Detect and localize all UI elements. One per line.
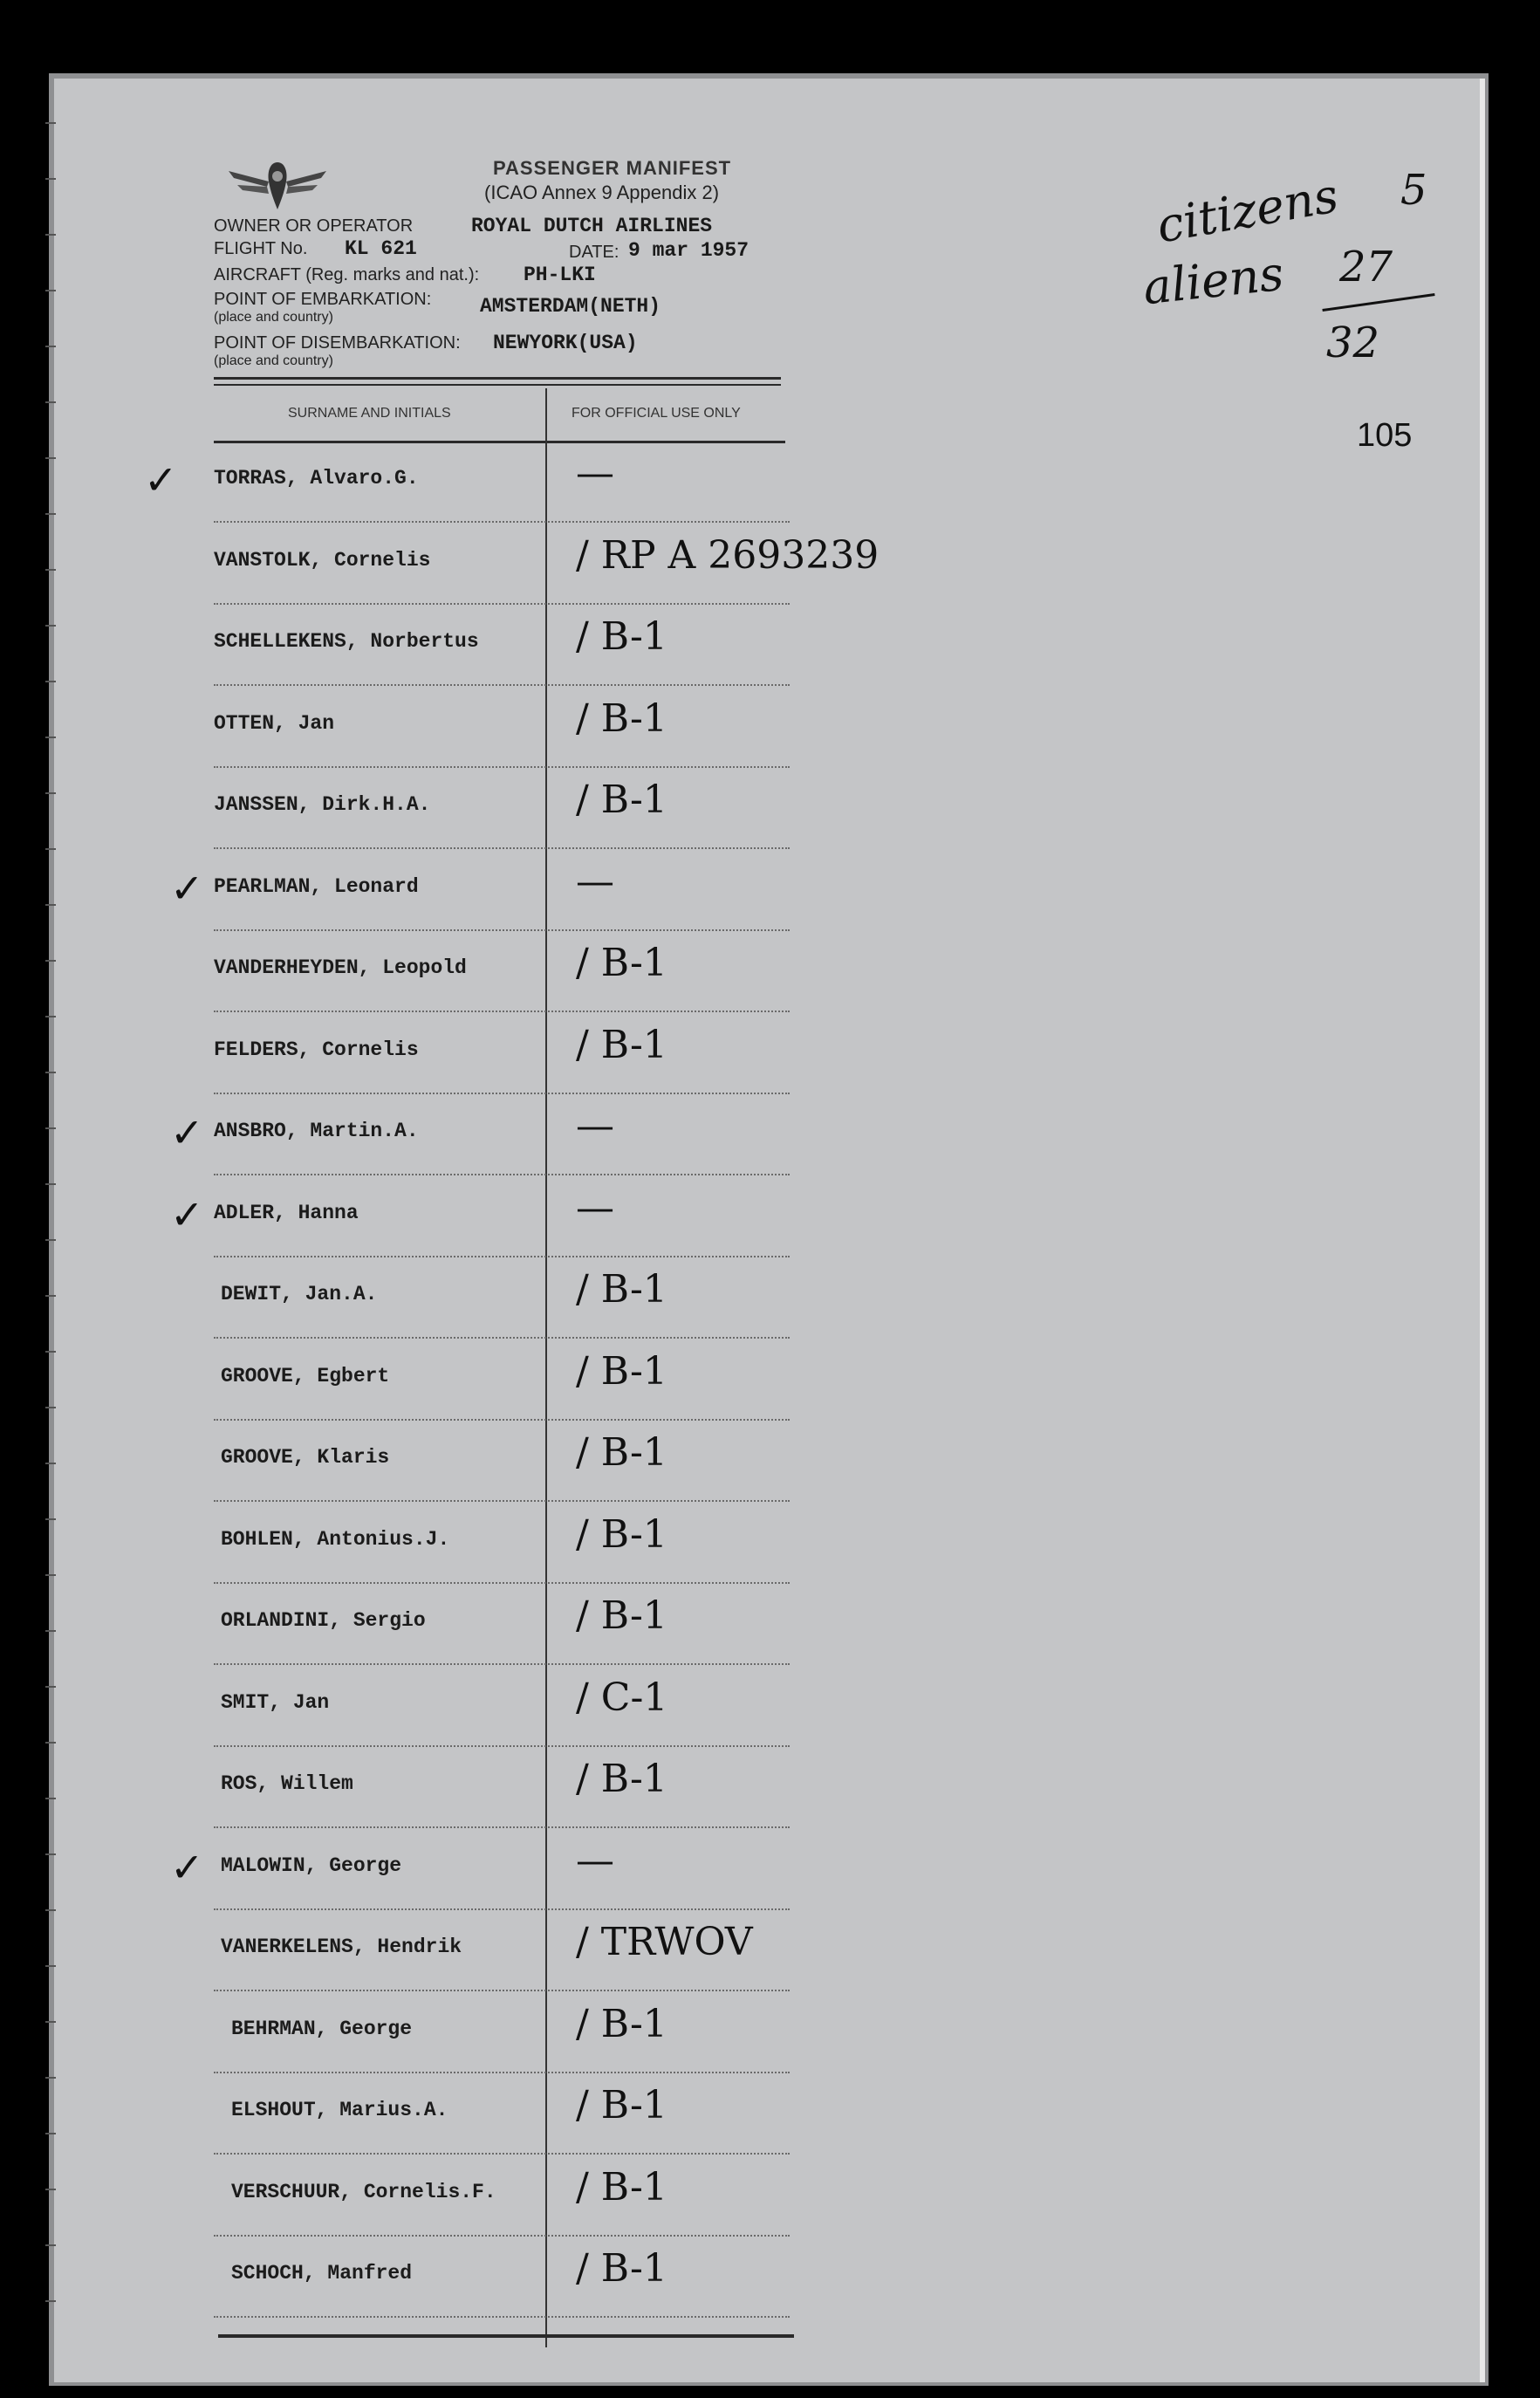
official-use-mark: / C-1 bbox=[576, 1675, 668, 1720]
page-number: 105 bbox=[1357, 417, 1413, 454]
binding-tick bbox=[45, 848, 56, 850]
embarkation-value: AMSTERDAM(NETH) bbox=[480, 295, 661, 318]
tally-citizens-count: 5 bbox=[1400, 166, 1427, 215]
binding-tick bbox=[45, 401, 56, 403]
binding-tick bbox=[45, 1909, 56, 1911]
list-item bbox=[214, 1257, 790, 1339]
official-use-mark: — bbox=[576, 859, 614, 904]
passenger-name: JANSSEN, Dirk.H.A. bbox=[214, 793, 431, 816]
binding-tick bbox=[45, 234, 56, 236]
official-use-mark: / B-1 bbox=[576, 941, 667, 985]
owner-value: ROYAL DUTCH AIRLINES bbox=[471, 215, 713, 237]
official-use-mark: / B-1 bbox=[576, 695, 667, 741]
list-item bbox=[214, 523, 880, 605]
binding-tick bbox=[45, 1072, 56, 1073]
binding-tick bbox=[45, 1798, 56, 1799]
binding-tick bbox=[45, 1686, 56, 1688]
passenger-name: SMIT, Jan bbox=[221, 1690, 330, 1714]
manifest-subtitle: (ICAO Annex 9 Appendix 2) bbox=[484, 182, 720, 203]
passenger-name: VANERKELENS, Hendrik bbox=[221, 1936, 462, 1958]
binding-tick bbox=[45, 625, 56, 627]
passenger-name: SCHOCH, Manfred bbox=[231, 2262, 413, 2285]
tally-aliens-label: aliens bbox=[1140, 245, 1287, 316]
official-use-mark: / B-1 bbox=[576, 614, 667, 659]
binding-tick bbox=[45, 1183, 56, 1185]
binding-tick bbox=[45, 1407, 56, 1408]
binding-tick bbox=[45, 1351, 56, 1353]
binding-tick bbox=[45, 2189, 56, 2190]
official-use-mark: / B-1 bbox=[576, 1022, 667, 1067]
passenger-name: ROS, Willem bbox=[221, 1772, 353, 1795]
passenger-name: SCHELLEKENS, Norbertus bbox=[214, 630, 479, 653]
header-rule bbox=[214, 377, 781, 380]
official-use-mark: / B-1 bbox=[576, 2083, 667, 2127]
binding-tick bbox=[45, 1016, 56, 1017]
binding-tick bbox=[45, 2244, 56, 2246]
klm-wings-emblem-icon bbox=[225, 155, 330, 216]
passenger-name: ANSBRO, Martin.A. bbox=[214, 1120, 419, 1142]
binding-tick bbox=[45, 178, 56, 180]
list-item bbox=[214, 1420, 790, 1502]
passenger-name: GROOVE, Klaris bbox=[221, 1446, 390, 1469]
binding-tick bbox=[45, 792, 56, 794]
passenger-name: ADLER, Hanna bbox=[214, 1201, 359, 1224]
passenger-name: TORRAS, Alvaro.G. bbox=[214, 467, 419, 490]
binding-tick bbox=[45, 2021, 56, 2023]
passenger-name: ORLANDINI, Sergio bbox=[221, 1609, 426, 1632]
header-rule-secondary bbox=[214, 384, 781, 386]
column-header-official-use: FOR OFFICIAL USE ONLY bbox=[572, 406, 741, 421]
tally-total: 32 bbox=[1326, 319, 1380, 367]
binding-tick bbox=[45, 1518, 56, 1520]
binding-tick bbox=[45, 681, 56, 682]
passenger-name: OTTEN, Jan bbox=[214, 711, 335, 735]
binding-tick bbox=[45, 2133, 56, 2134]
list-item bbox=[214, 2236, 790, 2318]
list-item bbox=[214, 2155, 790, 2237]
binding-tick bbox=[45, 290, 56, 291]
passenger-name: MALOWIN, George bbox=[221, 1853, 402, 1877]
embarkation-subnote: (place and country) bbox=[214, 310, 333, 325]
binding-tick bbox=[45, 457, 56, 459]
passenger-name: DEWIT, Jan.A. bbox=[221, 1283, 378, 1305]
aircraft-value: PH-LKI bbox=[524, 264, 596, 286]
list-item bbox=[214, 1746, 790, 1828]
checkmark-icon: ✓ bbox=[144, 456, 178, 504]
binding-tick bbox=[45, 346, 56, 347]
tally-citizens-label: citizens bbox=[1153, 168, 1343, 254]
official-use-mark: / TRWOV bbox=[576, 1920, 753, 1964]
official-use-mark: — bbox=[576, 1838, 614, 1883]
row-dotted-rule bbox=[214, 2316, 790, 2318]
list-item bbox=[214, 1175, 790, 1257]
official-use-mark: — bbox=[576, 1104, 614, 1148]
official-use-mark: / B-1 bbox=[576, 2246, 667, 2291]
list-item bbox=[214, 1012, 790, 1094]
passenger-name: FELDERS, Cornelis bbox=[214, 1038, 419, 1061]
list-item bbox=[214, 1828, 790, 1910]
binding-tick bbox=[45, 1965, 56, 1967]
disembarkation-value: NEWYORK(USA) bbox=[493, 332, 638, 354]
official-use-mark: / B-1 bbox=[576, 1593, 667, 1638]
official-use-mark: — bbox=[576, 451, 614, 496]
binding-tick bbox=[45, 1574, 56, 1576]
bottom-rule bbox=[218, 2334, 794, 2338]
binding-tick bbox=[45, 737, 56, 738]
binding-tick bbox=[45, 569, 56, 571]
flight-label: FLIGHT No. bbox=[214, 239, 308, 258]
binding-tick bbox=[45, 1239, 56, 1241]
list-item bbox=[214, 604, 790, 686]
list-item bbox=[214, 1991, 790, 2073]
official-use-mark: / B-1 bbox=[576, 1348, 667, 1394]
passenger-name: BEHRMAN, George bbox=[231, 2017, 413, 2040]
list-item bbox=[214, 1665, 790, 1747]
binding-tick bbox=[45, 1742, 56, 1744]
checkmark-icon: ✓ bbox=[170, 1109, 204, 1156]
official-use-mark: / B-1 bbox=[576, 1430, 667, 1475]
official-use-mark: / B-1 bbox=[576, 1511, 667, 1557]
disembarkation-label: POINT OF DISEMBARKATION: bbox=[214, 333, 461, 353]
checkmark-icon: ✓ bbox=[170, 1190, 204, 1238]
date-value: 9 mar 1957 bbox=[628, 239, 749, 262]
binding-tick bbox=[45, 2077, 56, 2079]
manifest-title: PASSENGER MANIFEST bbox=[493, 157, 732, 179]
list-item bbox=[214, 2073, 790, 2155]
tally-aliens-count: 27 bbox=[1339, 243, 1393, 291]
checkmark-icon: ✓ bbox=[170, 1843, 204, 1891]
list-item bbox=[214, 441, 790, 523]
official-use-mark: / B-1 bbox=[576, 778, 667, 822]
binding-tick bbox=[45, 1853, 56, 1855]
official-use-mark: / B-1 bbox=[576, 1757, 667, 1801]
binding-tick bbox=[45, 904, 56, 906]
official-use-mark: / RP A 2693239 bbox=[576, 532, 880, 578]
aircraft-label: AIRCRAFT (Reg. marks and nat.): bbox=[214, 265, 480, 284]
passenger-name: GROOVE, Egbert bbox=[221, 1364, 390, 1387]
list-item bbox=[214, 849, 790, 931]
passenger-name: VERSCHUUR, Cornelis.F. bbox=[231, 2180, 496, 2203]
binding-tick bbox=[45, 2300, 56, 2302]
list-item bbox=[214, 930, 790, 1012]
official-use-mark: / B-1 bbox=[576, 2001, 667, 2046]
binding-tick bbox=[45, 513, 56, 515]
passenger-name: ELSHOUT, Marius.A. bbox=[231, 2099, 448, 2121]
date-label: DATE: bbox=[569, 243, 619, 262]
binding-tick bbox=[45, 122, 56, 124]
binding-tick bbox=[45, 1127, 56, 1129]
list-item bbox=[214, 1093, 790, 1175]
official-use-mark: / B-1 bbox=[576, 1267, 667, 1312]
passenger-name: VANSTOLK, Cornelis bbox=[214, 548, 431, 572]
binding-tick bbox=[45, 960, 56, 962]
binding-tick bbox=[45, 1463, 56, 1464]
official-use-mark: / B-1 bbox=[576, 2164, 667, 2210]
passenger-name: BOHLEN, Antonius.J. bbox=[221, 1527, 450, 1551]
list-item bbox=[214, 1339, 790, 1421]
list-item bbox=[214, 1909, 790, 1991]
list-item bbox=[214, 1502, 790, 1584]
list-item bbox=[214, 767, 790, 849]
binding-tick bbox=[45, 1295, 56, 1297]
owner-label: OWNER OR OPERATOR bbox=[214, 216, 414, 236]
list-item bbox=[214, 686, 790, 768]
column-header-surname: SURNAME AND INITIALS bbox=[288, 406, 451, 421]
disembarkation-subnote: (place and country) bbox=[214, 353, 333, 368]
embarkation-label: POINT OF EMBARKATION: bbox=[214, 290, 432, 309]
flight-value: KL 621 bbox=[345, 237, 417, 260]
official-use-mark: — bbox=[576, 1185, 614, 1230]
binding-tick bbox=[45, 1630, 56, 1632]
passenger-name: VANDERHEYDEN, Leopold bbox=[214, 956, 467, 979]
checkmark-icon: ✓ bbox=[170, 864, 204, 912]
passenger-name: PEARLMAN, Leonard bbox=[214, 874, 419, 898]
list-item bbox=[214, 1583, 790, 1665]
